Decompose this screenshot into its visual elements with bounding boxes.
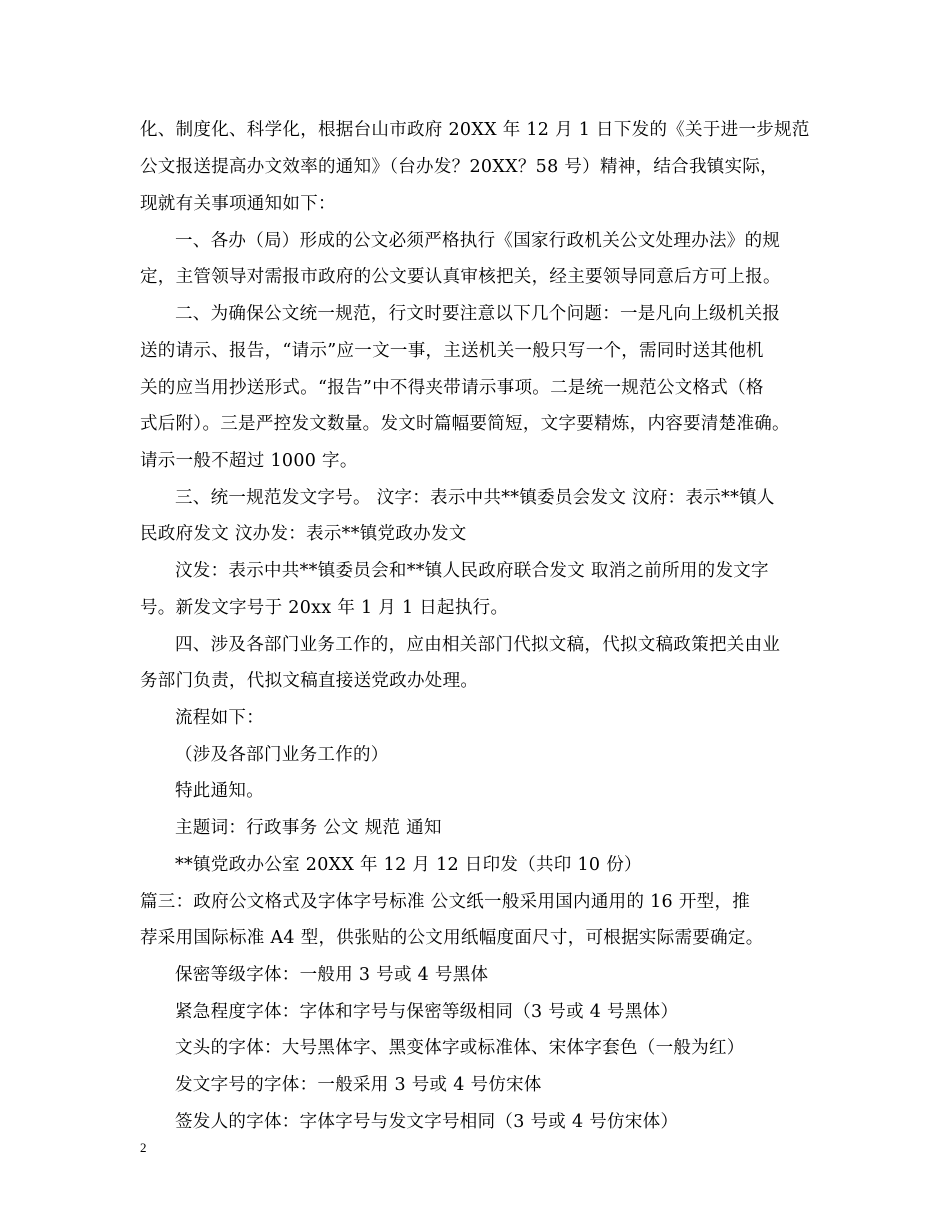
closing-line: 特此通知。 — [175, 781, 264, 801]
paragraph-start: 文头的字体：大号黑体字、黑变体字或标准体、宋体字套色（一般为红） — [175, 1038, 745, 1058]
text-line: 号。新发文字号于 20xx 年 1 月 1 日起执行。 — [140, 598, 509, 618]
text-line: 荐采用国际标准 A4 型，供张贴的公文用纸幅度面尺寸，可根据实际需要确定。 — [140, 928, 764, 948]
text-line: 公文报送提高办文效率的通知》（台办发？20XX？58 号）精神，结合我镇实际， — [140, 157, 778, 177]
text-line: 请示一般不超过 1000 字。 — [140, 451, 358, 471]
paragraph-start: 三、统一规范发文字号。 汶字：表示中共**镇委员会发文 汶府：表示**镇人 — [175, 488, 775, 508]
text-line: 务部门负责，代拟文稿直接送党政办处理。 — [140, 671, 479, 691]
section-heading: 篇三：政府公文格式及字体字号标准 公文纸一般采用国内通用的 16 开型，推 — [140, 892, 751, 912]
paragraph-start: 发文字号的字体：一般采用 3 号或 4 号仿宋体 — [175, 1075, 542, 1095]
text-line: 关的应当用抄送形式。“报告”中不得夹带请示事项。二是统一规范公文格式（格 — [140, 378, 764, 398]
paragraph-start: 签发人的字体：字体字号与发文字号相同（3 号或 4 号仿宋体） — [175, 1112, 679, 1132]
text-line: 现就有关事项通知如下： — [140, 194, 336, 214]
paragraph-start: 一、各办（局）形成的公文必须严格执行《国家行政机关公文处理办法》的规 — [175, 231, 781, 251]
paragraph-start: 紧急程度字体：字体和字号与保密等级相同（3 号或 4 号黑体） — [175, 1002, 679, 1022]
paragraph-start: 保密等级字体：一般用 3 号或 4 号黑体 — [175, 965, 489, 985]
text-line: 民政府发文 汶办发：表示**镇党政办发文 — [140, 524, 467, 544]
paragraph-start: 汶发：表示中共**镇委员会和**镇人民政府联合发文 取消之前所用的发文字 — [175, 561, 769, 581]
subject-words: 主题词：行政事务 公文 规范 通知 — [175, 818, 442, 838]
text-line: 定，主管领导对需报市政府的公文要认真审核把关，经主要领导同意后方可上报。 — [140, 267, 781, 287]
issuer-line: **镇党政办公室 20XX 年 12 月 12 日印发（共印 10 份） — [175, 855, 642, 875]
page-number: 2 — [140, 1140, 147, 1155]
paragraph-start: 流程如下： — [175, 708, 264, 728]
text-line: 式后附）。三是严控发文数量。发文时篇幅要简短，文字要精炼，内容要清楚准确。 — [140, 414, 790, 434]
paragraph-start: （涉及各部门业务工作的） — [175, 745, 389, 765]
paragraph-start: 二、为确保公文统一规范，行文时要注意以下几个问题：一是凡向上级机关报 — [175, 304, 781, 324]
text-line: 送的请示、报告，“请示”应一文一事，主送机关一般只写一个，需同时送其他机 — [140, 341, 764, 361]
text-line: 化、制度化、科学化，根据台山市政府 20XX 年 12 月 1 日下发的《关于进一步规范 — [140, 120, 810, 140]
paragraph-start: 四、涉及各部门业务工作的，应由相关部门代拟文稿，代拟文稿政策把关由业 — [175, 635, 781, 655]
